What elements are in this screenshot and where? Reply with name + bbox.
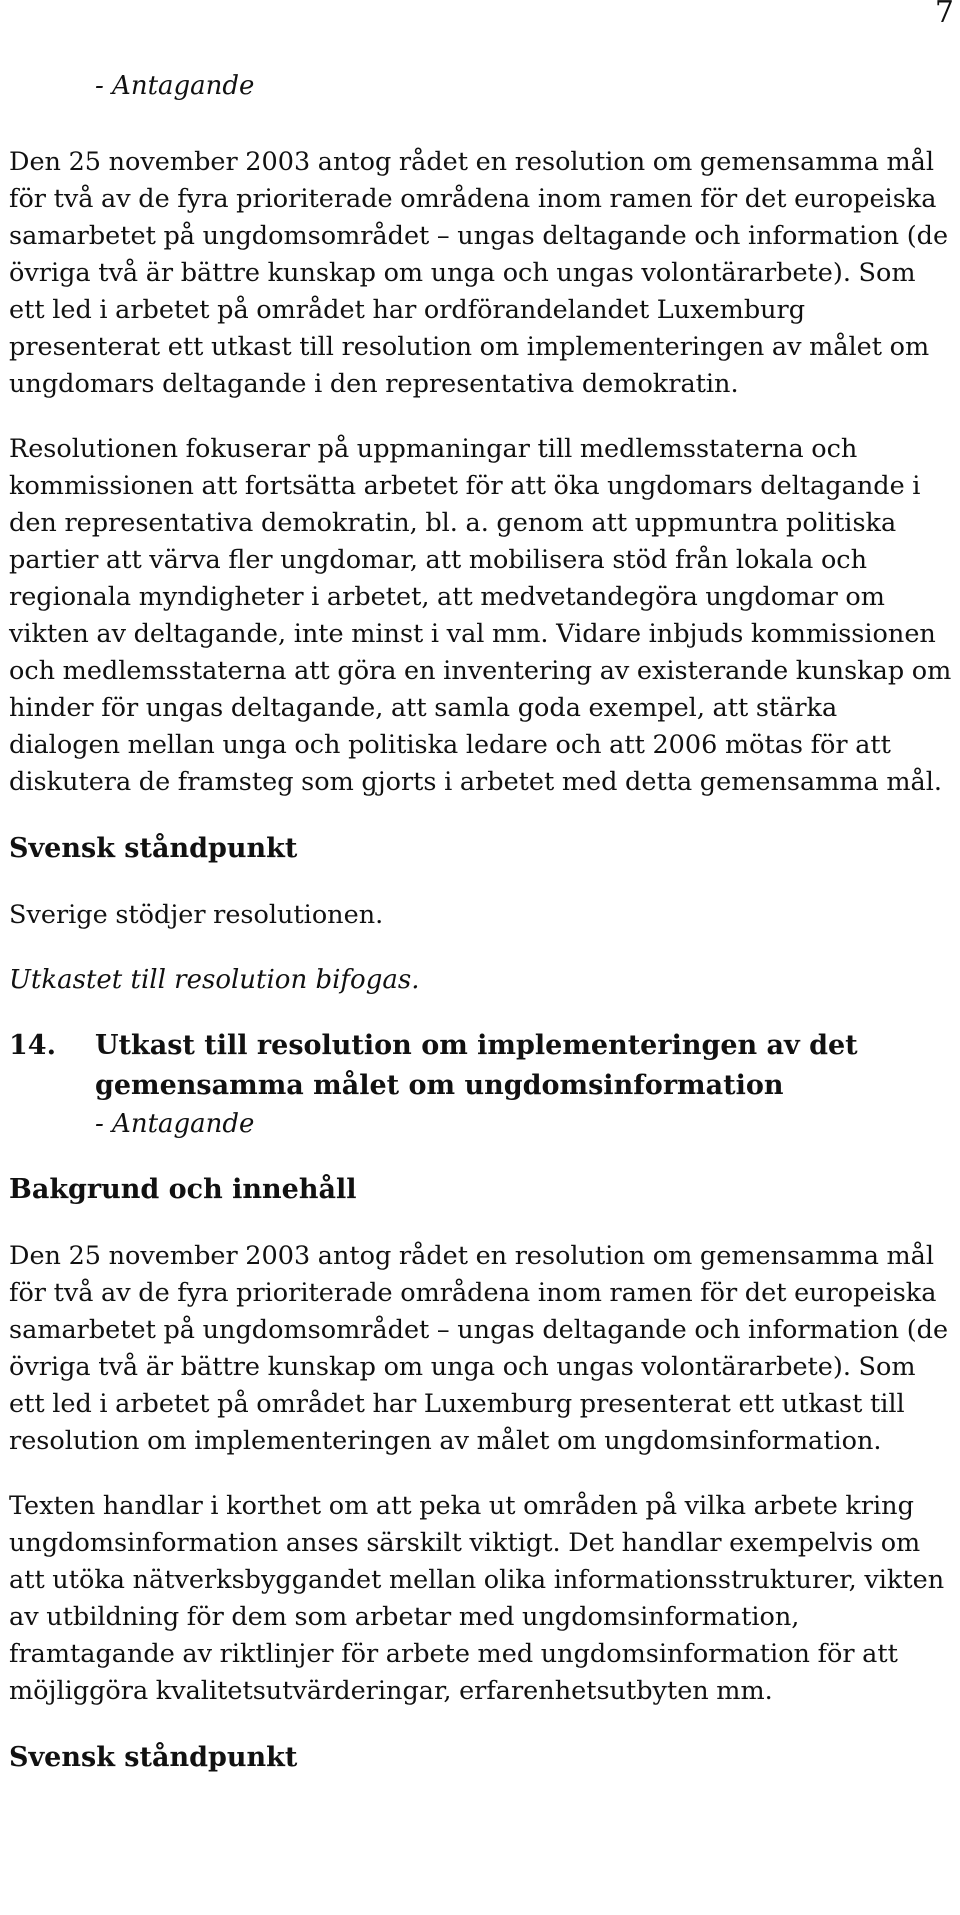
agenda-item-title-block <box>95 1026 954 1142</box>
decision-label: - Antagande <box>95 71 255 101</box>
position-statement: Sverige stödjer resolutionen. <box>9 900 384 930</box>
background-paragraph: Den 25 november 2003 antog rådet en resolution om gemensamma mål för två av de fyra prioriterade områdena inom ramen för det europeiska samarbetet på ungdomsområdet – ungas deltagande och information (de övriga två är bättre kunskap om unga och ungas volontärarbete). Som ett led i arbetet på området har ordförandelandet Luxemburg presenterat ett utkast till resolution om implementeringen av målet om ungdomars deltagande i den representativa demokratin. <box>9 147 949 399</box>
item14-section-heading-swedish-position: Svensk ståndpunkt <box>9 1742 298 1773</box>
page-number: 7 <box>934 0 954 30</box>
agenda-item-number: 14. <box>9 1030 56 1061</box>
section-heading-swedish-position: Svensk ståndpunkt <box>9 833 298 864</box>
agenda-item-title-line-1: Utkast till resolution om implementeringen av det <box>95 1030 858 1061</box>
page-content <box>9 68 954 1778</box>
item14-background-paragraph: Den 25 november 2003 antog rådet en resolution om gemensamma mål för två av de fyra prioriterade områdena inom ramen för det europeiska samarbetet på ungdomsområdet – ungas deltagande och information (de övriga två är bättre kunskap om unga och ungas volontärarbete). Som ett led i arbetet på området har Luxemburg presenterat ett utkast till resolution om implementeringen av målet om ungdomsinformation. <box>9 1241 949 1456</box>
item14-content-paragraph: Texten handlar i korthet om att peka ut områden på vilka arbete kring ungdomsinformation anses särskilt viktigt. Det handlar exempelvis om att utöka nätverksbyggandet mellan olika informationsstrukturer, vikten av utbildning för dem som arbetar med ungdomsinformation, framtagande av riktlinjer för arbete med ungdomsinformation för att möjliggöra kvalitetsutvärderingar, erfarenhetsutbyten mm. <box>9 1491 945 1706</box>
attachment-note: Utkastet till resolution bifogas. <box>9 965 420 995</box>
agenda-item-title-line-2: gemensamma målet om ungdomsinformation <box>95 1070 784 1101</box>
section-heading-background: Bakgrund och innehåll <box>9 1174 357 1205</box>
agenda-item-decision-label: - Antagande <box>95 1109 255 1139</box>
agenda-item-14 <box>9 1026 954 1142</box>
content-paragraph: Resolutionen fokuserar på uppmaningar till medlemsstaterna och kommissionen att fortsätta arbetet för att öka ungdomars deltagande i den representativa demokratin, bl. a. genom att uppmuntra politiska partier att värva fler ungdomar, att mobilisera stöd från lokala och regionala myndigheter i arbetet, att medvetandegöra ungdomar om vikten av deltagande, inte minst i val mm. Vidare inbjuds kommissionen och medlemsstaterna att göra en inventering av existerande kunskap om hinder för ungas deltagande, att samla goda exempel, att stärka dialogen mellan unga och politiska ledare och att 2006 mötas för att diskutera de framsteg som gjorts i arbetet med detta gemensamma mål. <box>9 434 952 797</box>
